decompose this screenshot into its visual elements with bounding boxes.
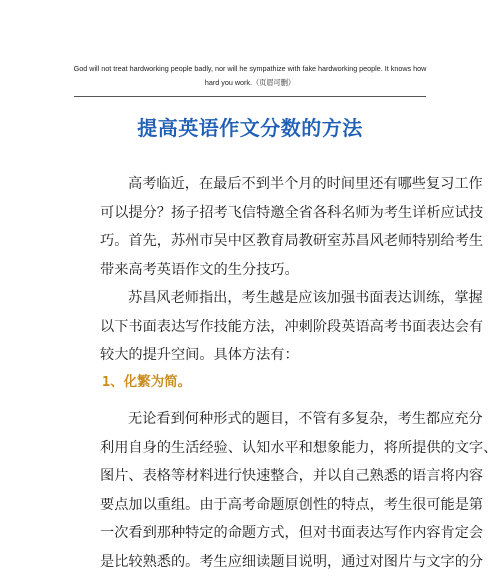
- paragraph-1: [100, 170, 484, 284]
- paragraph-line: 可以提分？扬子招考飞信特邀全省各科名师为考生详析应试技: [100, 204, 484, 221]
- paragraph-line: 巧。首先，苏州市吴中区教育局教研室苏昌风老师特别给考生: [100, 233, 484, 250]
- paragraph-2: [100, 284, 484, 370]
- header-line-1: God will not treat hardworking people badly, nor will he sympathize with fake hardworking people. It knows how: [73, 64, 427, 73]
- paragraph-line: 较大的提升空间。具体方法有：: [100, 347, 299, 364]
- paragraph-line: 要点加以重组。由于高考命题原创性的特点，考生很可能是第: [100, 496, 484, 513]
- header-divider: [74, 96, 426, 97]
- paragraph-line: 高考临近，在最后不到半个月的时间里还有哪些复习工作: [128, 176, 483, 192]
- paragraph-line: 是比较熟悉的。考生应细读题目说明，通过对图片与文字的分: [100, 553, 484, 570]
- paragraph-line: 以下书面表达写作技能方法，冲刺阶段英语高考书面表达会有: [100, 318, 484, 335]
- document-title: 提高英语作文分数的方法: [137, 116, 363, 140]
- paragraph-line: 无论看到何种形式的题目，不管有多复杂，考生都应充分: [128, 411, 483, 427]
- paragraph-line: 一次看到那种特定的命题方式，但对书面表达写作内容肯定会: [100, 525, 484, 542]
- paragraph-line: 苏昌风老师指出，考生越是应该加强书面表达训练，掌握: [128, 290, 483, 306]
- paragraph-line: 利用自身的生活经验、认知水平和想象能力，将所提供的文字、: [100, 439, 498, 456]
- paragraph-3: [100, 405, 498, 577]
- header-line-2: hard you work.（页眉可删）: [204, 78, 296, 87]
- section-heading: 1、化繁为简。: [102, 374, 192, 390]
- paragraph-line: 带来高考英语作文的生分技巧。: [100, 261, 299, 278]
- paragraph-line: 图片、表格等材料进行快速整合，并以自己熟悉的语言将内容: [100, 468, 484, 485]
- page-header: [72, 62, 428, 90]
